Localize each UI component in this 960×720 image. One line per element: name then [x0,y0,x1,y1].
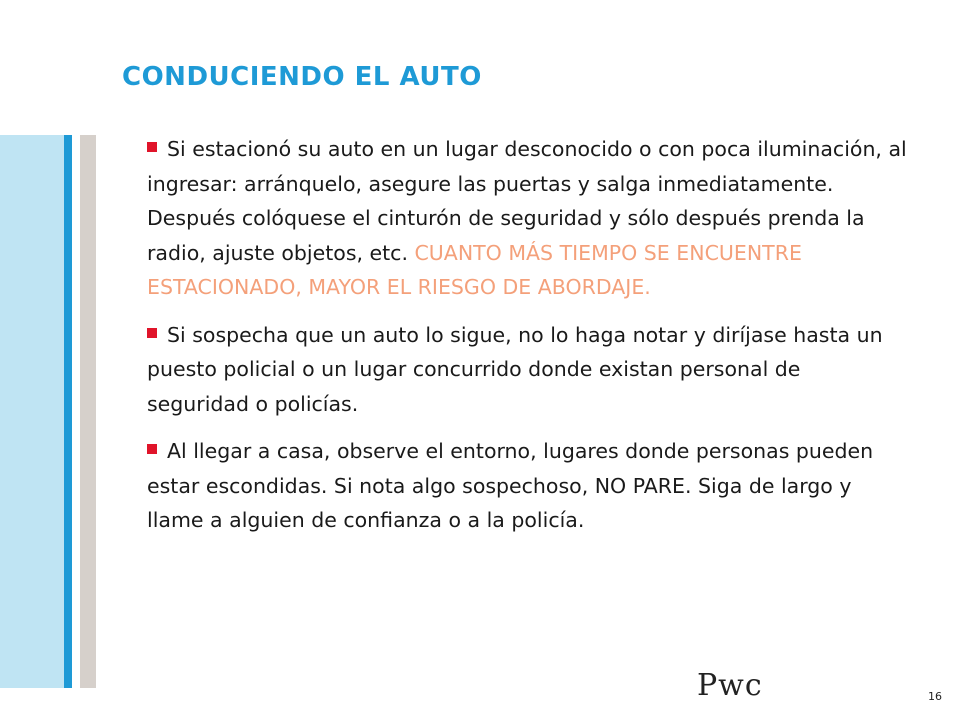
paragraph-followed [147,318,907,422]
slide-content [147,132,907,551]
paragraph-text: Al llegar a casa, observe el entorno, lugares donde personas pueden estar escondidas. Si nota algo sospechoso, NO PARE. Siga de largo y llame a alguien de confianza o a la policía. [147,439,874,532]
paragraph-text: Si estacionó su auto en un lugar desconocido o con poca iluminación, al ingresar: arránquelo, asegure las puertas y salga inmediatamente. Después colóquese el cinturón de seguridad y sólo después prenda la radio, ajuste objetos, etc. [147,137,907,265]
square-bullet-icon [147,328,157,338]
decorative-bar-gap [72,135,80,688]
pwc-logo: Pwc [697,668,763,703]
slide-title: CONDUCIENDO EL AUTO [122,62,482,92]
decorative-bar-blue [64,135,72,688]
decorative-bar-light-blue [0,135,64,688]
paragraph-emphasis: CUANTO MÁS TIEMPO SE ENCUENTRE ESTACIONADO, MAYOR EL RIESGO DE ABORDAJE. [147,240,802,299]
square-bullet-icon [147,142,157,152]
decorative-bar-gray [80,135,96,688]
page-number: 16 [928,690,942,703]
paragraph-text: Si sospecha que un auto lo sigue, no lo haga notar y diríjase hasta un puesto policial o un lugar concurrido donde existan personal de seguridad o policías. [147,322,883,416]
paragraph-parked-car [147,132,907,305]
paragraph-arriving-home [147,434,907,538]
square-bullet-icon [147,444,157,454]
